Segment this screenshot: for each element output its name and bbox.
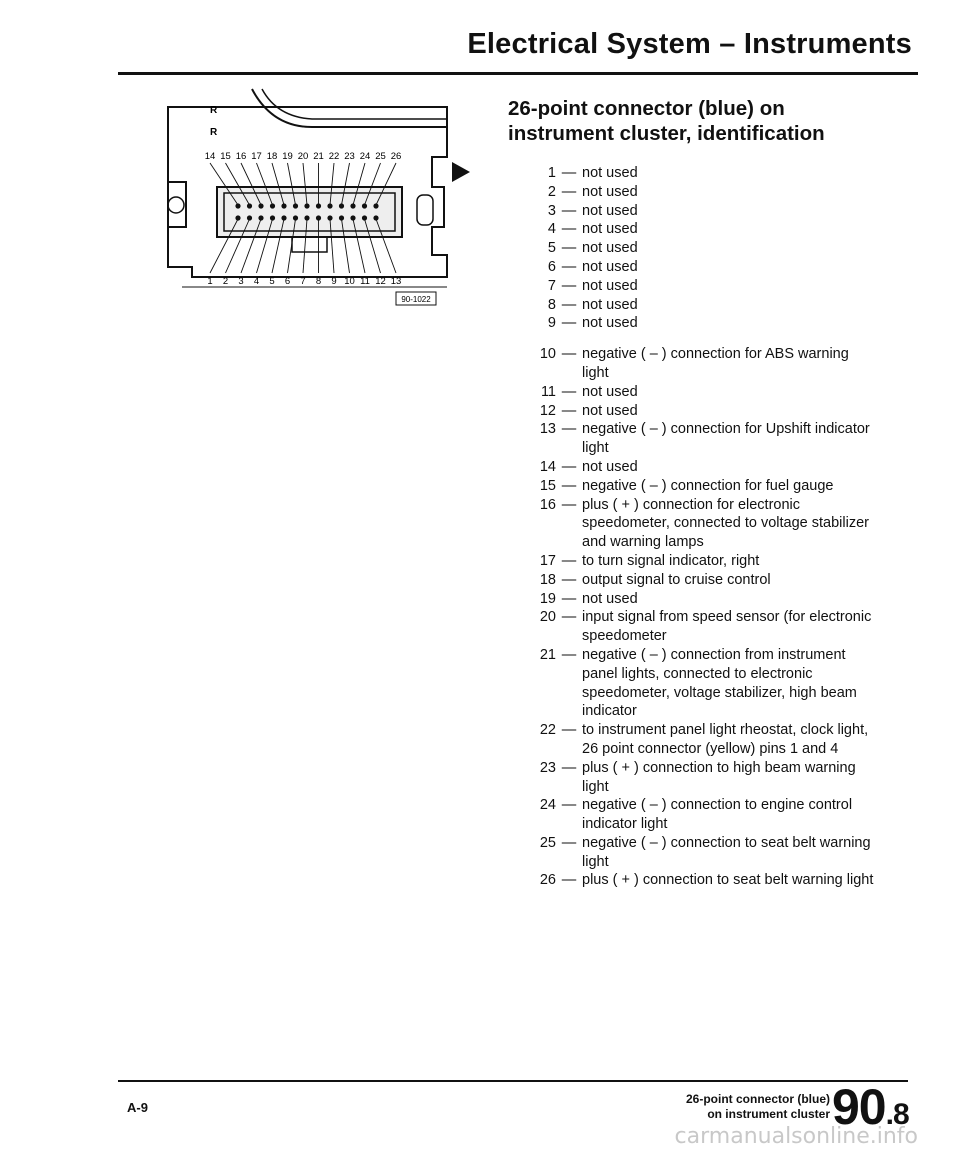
- bottom-pin-label: 7: [300, 276, 306, 287]
- pin-dash: —: [561, 646, 577, 663]
- pin-number: 23: [539, 759, 556, 776]
- figure-code: 90-1022: [401, 295, 431, 304]
- pin-row: [536, 496, 876, 552]
- top-pin-dot: [235, 203, 240, 208]
- pin-number: 4: [547, 221, 556, 238]
- pin-number: 14: [539, 458, 556, 475]
- pin-dash: —: [561, 258, 577, 275]
- pin-dash: —: [561, 383, 577, 400]
- section-number-main: 90: [832, 1079, 886, 1135]
- footer-rule: [118, 1080, 908, 1082]
- pin-number: 22: [539, 722, 556, 739]
- pin-number: 16: [539, 496, 556, 513]
- pin-number: 8: [547, 296, 556, 313]
- top-pin-label: 24: [359, 151, 371, 162]
- footer-caption-line-2: on instrument cluster: [707, 1107, 830, 1121]
- bottom-pin-label: 13: [390, 276, 402, 287]
- pin-row: [536, 552, 876, 571]
- pin-number: 24: [539, 797, 556, 814]
- top-pin-label: 21: [313, 151, 324, 162]
- top-pin-label: 18: [266, 151, 278, 162]
- pin-number: 3: [547, 202, 556, 219]
- pin-number: 26: [539, 872, 556, 889]
- pin-description: plus ( + ) connection to seat belt warning light: [582, 872, 874, 889]
- pin-row: [536, 239, 876, 258]
- top-pin-dot: [281, 203, 286, 208]
- label-r-1: R: [210, 105, 218, 116]
- pin-number: 25: [539, 834, 556, 851]
- pin-dash: —: [561, 296, 577, 313]
- pin-dash: —: [561, 202, 577, 219]
- pin-description: not used: [582, 258, 638, 275]
- top-pin-label: 22: [328, 151, 340, 162]
- pin-dash: —: [561, 797, 577, 814]
- pin-row: [536, 759, 876, 797]
- pin-row: [536, 420, 876, 458]
- pin-row: [536, 721, 876, 759]
- pin-number: 11: [540, 383, 556, 400]
- bottom-pin-dot: [304, 215, 309, 220]
- pin-number: 10: [539, 346, 556, 363]
- bottom-pin-label: 5: [269, 276, 275, 287]
- pin-dash: —: [561, 315, 577, 332]
- top-pin-dot: [373, 203, 378, 208]
- pin-dash: —: [561, 277, 577, 294]
- pin-row: [536, 383, 876, 402]
- pin-row: [536, 277, 876, 296]
- pin-number: 9: [547, 315, 556, 332]
- bottom-pin-dot: [350, 215, 355, 220]
- pin-number: 1: [547, 165, 556, 181]
- pin-dash: —: [561, 402, 577, 419]
- pin-description: not used: [582, 221, 638, 238]
- pin-number: 13: [539, 421, 556, 438]
- top-pin-dot: [304, 203, 309, 208]
- watermark: carmanualsonline.info: [674, 1124, 918, 1149]
- footer-caption-line-1: 26-point connector (blue): [686, 1092, 830, 1106]
- pin-description: not used: [582, 296, 638, 313]
- pin-description: not used: [582, 383, 638, 400]
- pin-row: [536, 834, 876, 872]
- bottom-pin-dot: [281, 215, 286, 220]
- pin-description: negative ( – ) connection for Upshift indicator light: [582, 421, 870, 457]
- pin-row: [536, 796, 876, 834]
- top-pin-label: 26: [390, 151, 402, 162]
- pin-number: 21: [539, 646, 556, 663]
- bottom-pin-dot: [270, 215, 275, 220]
- top-pin-label: 15: [220, 151, 231, 162]
- bottom-pin-label: 6: [284, 276, 291, 287]
- top-pin-dot: [258, 203, 263, 208]
- pin-dash: —: [561, 458, 577, 475]
- bottom-pin-label: 8: [315, 276, 322, 287]
- bottom-pin-label: 12: [375, 276, 386, 287]
- page-number: A-9: [127, 1100, 148, 1115]
- footer-caption: [686, 1092, 830, 1122]
- section-heading-line-2: instrument cluster, identification: [508, 122, 825, 145]
- pin-row: [536, 183, 876, 202]
- pin-dash: —: [561, 183, 577, 200]
- bottom-pin-dot: [339, 215, 344, 220]
- top-pin-dot: [362, 203, 367, 208]
- bottom-pin-dot: [258, 215, 263, 220]
- pin-description: negative ( – ) connection from instrument panel lights, connected to electronic speedometer, voltage stabilizer, high beam indicator: [582, 646, 857, 720]
- pin-dash: —: [561, 552, 577, 569]
- top-pin-label: 20: [297, 151, 309, 162]
- pin-description: not used: [582, 277, 638, 294]
- pin-row: [536, 345, 876, 383]
- pin-number: 17: [539, 552, 556, 569]
- pointer-arrow-icon: [452, 162, 470, 182]
- pin-description: output signal to cruise control: [582, 571, 771, 588]
- pin-dash: —: [561, 872, 577, 889]
- pin-number: 18: [539, 571, 556, 588]
- pin-description: input signal from speed sensor (for electronic speedometer: [582, 609, 872, 645]
- bottom-pin-label: 3: [238, 276, 244, 287]
- pin-dash: —: [561, 759, 577, 776]
- pin-description: to turn signal indicator, right: [582, 552, 760, 569]
- pin-description: not used: [582, 165, 638, 181]
- pin-number: 12: [539, 402, 556, 419]
- pin-dash: —: [561, 571, 577, 588]
- bottom-pin-dot: [293, 215, 298, 220]
- bottom-pin-dot: [235, 215, 240, 220]
- pin-dash: —: [561, 165, 577, 181]
- section-heading-line-1: 26-point connector (blue) on: [508, 97, 785, 120]
- pin-row: [536, 220, 876, 239]
- bottom-pin-label: 4: [253, 276, 260, 287]
- pin-row: [536, 458, 876, 477]
- page-header-title: Electrical System – Instruments: [467, 28, 912, 60]
- pin-row: [536, 477, 876, 496]
- pin-dash: —: [561, 221, 577, 238]
- pin-description: not used: [582, 458, 638, 475]
- pin-dash: —: [561, 722, 577, 739]
- pin-row: [536, 296, 876, 315]
- top-pin-label: 16: [235, 151, 247, 162]
- pin-dash: —: [561, 590, 577, 607]
- pin-description: negative ( – ) connection to seat belt warning light: [582, 834, 871, 870]
- pin-number: 7: [547, 277, 556, 294]
- pin-number: 19: [539, 590, 556, 607]
- bottom-pin-dot: [327, 215, 332, 220]
- section-heading: [508, 96, 888, 146]
- pin-row: [536, 258, 876, 277]
- bottom-pin-label: 9: [331, 276, 337, 287]
- top-pin-label: 23: [344, 151, 355, 162]
- bottom-pin-label: 2: [222, 276, 229, 287]
- pin-description: not used: [582, 202, 638, 219]
- bottom-pin-dot: [373, 215, 378, 220]
- pin-row: [536, 590, 876, 609]
- pin-description: plus ( + ) connection to high beam warning light: [582, 759, 856, 795]
- top-pin-label: 14: [204, 151, 216, 162]
- top-pin-label: 19: [282, 151, 293, 162]
- pin-dash: —: [561, 496, 577, 513]
- pin-description: not used: [582, 240, 638, 257]
- pin-description: not used: [582, 402, 638, 419]
- pin-description: not used: [582, 590, 638, 607]
- pin-description: not used: [582, 315, 638, 332]
- pin-description: negative ( – ) connection for ABS warning light: [582, 346, 849, 381]
- pin-description: negative ( – ) connection to engine control indicator light: [582, 797, 853, 833]
- top-pin-dot: [316, 203, 321, 208]
- pin-number: 6: [547, 258, 556, 275]
- pin-description: not used: [582, 183, 638, 200]
- top-pin-dot: [247, 203, 252, 208]
- section-number-sub: .8: [885, 1098, 909, 1131]
- pin-row: [536, 402, 876, 421]
- label-r-2: R: [210, 127, 218, 138]
- bottom-pin-dot: [316, 215, 321, 220]
- pin-number: 20: [539, 609, 556, 626]
- top-pin-label: 17: [251, 151, 262, 162]
- connector-diagram: [162, 87, 452, 319]
- pin-row: [536, 608, 876, 646]
- pin-row: [536, 164, 876, 183]
- bottom-pin-label: 1: [207, 276, 213, 287]
- pin-row: [536, 202, 876, 221]
- bottom-pin-label: 11: [360, 276, 370, 287]
- top-pin-label: 25: [375, 151, 386, 162]
- top-pin-dot: [293, 203, 298, 208]
- pin-row: [536, 314, 876, 333]
- pin-number: 2: [547, 183, 556, 200]
- pin-dash: —: [561, 421, 577, 438]
- bottom-pin-label: 10: [344, 276, 355, 287]
- pin-description: negative ( – ) connection for fuel gauge: [582, 477, 834, 494]
- top-pin-dot: [270, 203, 275, 208]
- top-pin-dot: [339, 203, 344, 208]
- pin-number: 5: [547, 240, 556, 257]
- pin-number: 15: [539, 477, 556, 494]
- pin-dash: —: [561, 834, 577, 851]
- pin-dash: —: [561, 240, 577, 257]
- pin-list: [536, 164, 876, 890]
- top-pin-dot: [350, 203, 355, 208]
- pin-dash: —: [561, 609, 577, 626]
- header-rule: [118, 72, 918, 75]
- pin-description: plus ( + ) connection for electronic speedometer, connected to voltage stabilizer and warning lamps: [582, 496, 869, 551]
- pin-row: [536, 646, 876, 721]
- pin-dash: —: [561, 346, 577, 363]
- pin-row: [536, 871, 876, 890]
- pin-row: [536, 571, 876, 590]
- pin-description: to instrument panel light rheostat, clock light, 26 point connector (yellow) pins 1 and 4: [582, 722, 869, 757]
- top-pin-dot: [327, 203, 332, 208]
- bottom-pin-dot: [247, 215, 252, 220]
- bottom-pin-dot: [362, 215, 367, 220]
- pin-dash: —: [561, 477, 577, 494]
